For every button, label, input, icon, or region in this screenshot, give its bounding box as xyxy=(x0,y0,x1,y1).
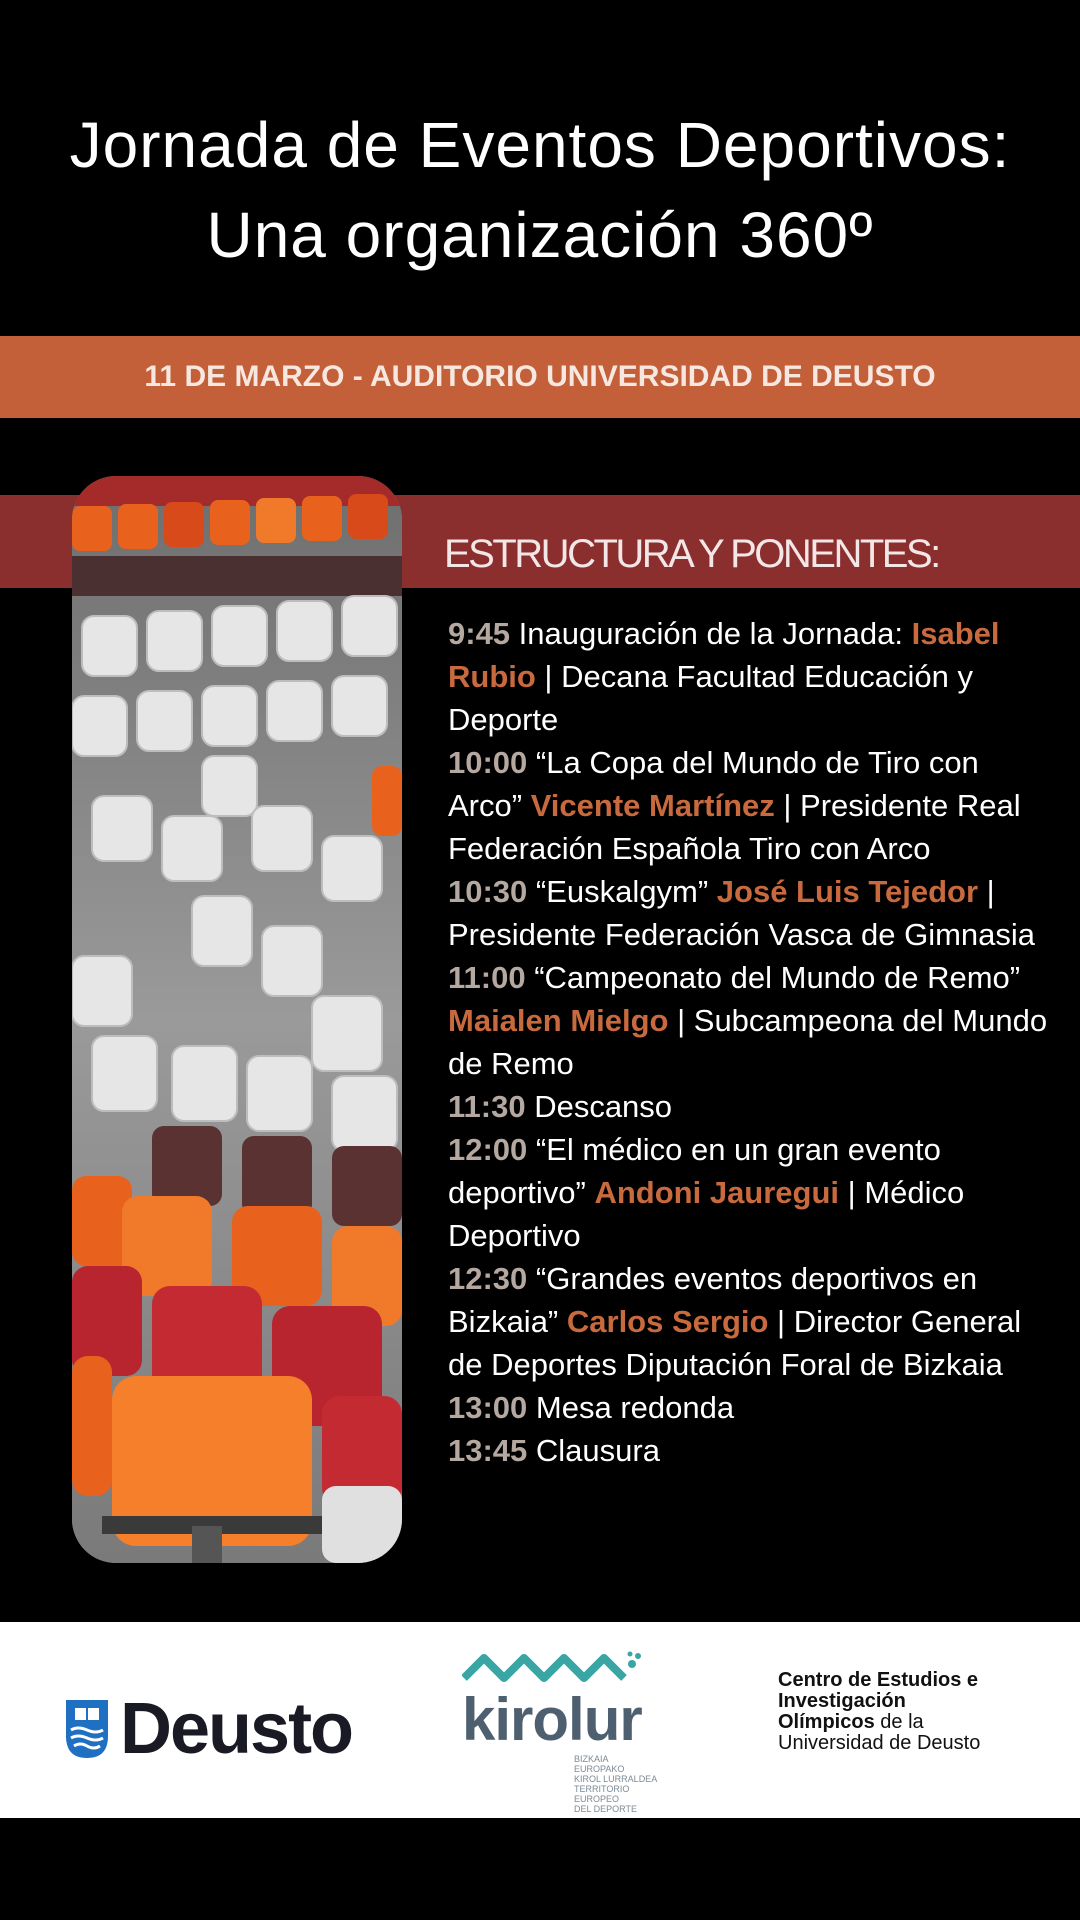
agenda-desc: “Campeonato del Mundo de Remo” xyxy=(525,960,1021,995)
agenda-item xyxy=(448,741,1048,870)
agenda-role: | Médico Deportivo xyxy=(448,1175,965,1253)
agenda-desc: “La Copa del Mundo de Tiro con Arco” xyxy=(448,745,979,823)
agenda-time: 10:00 xyxy=(448,745,528,780)
agenda-speaker: Carlos Sergio xyxy=(566,1304,769,1339)
deusto-wordmark: Deusto xyxy=(120,1689,353,1769)
date-location: 11 DE MARZO - AUDITORIO UNIVERSIDAD DE DEUSTO xyxy=(144,360,936,393)
agenda-speaker: Vicente Martínez xyxy=(530,788,775,823)
deusto-logo xyxy=(66,1688,352,1770)
event-title xyxy=(0,100,1080,280)
stadium-seats-photo xyxy=(72,476,402,1563)
kirolur-sub-line: BIZKAIA xyxy=(574,1754,609,1764)
agenda-desc: “El médico en un gran evento deportivo” xyxy=(448,1132,941,1210)
kirolur-wordmark: kirolur xyxy=(462,1686,642,1753)
ceio-name: Centro de Estudios e Investigación Olímpicos xyxy=(778,1669,979,1733)
agenda-item xyxy=(448,1257,1048,1386)
agenda-role: | Subcampeona del Mundo de Remo xyxy=(448,1003,1048,1081)
agenda-role: | Director General de Deportes Diputación Foral de Bizkaia xyxy=(448,1304,1022,1382)
date-band xyxy=(0,336,1080,418)
agenda-speaker: Andoni Jauregui xyxy=(594,1175,840,1210)
title-line-1: Jornada de Eventos Deportivos: xyxy=(69,109,1011,181)
agenda-role: | Decana Facultad Educación y Deporte xyxy=(448,659,973,737)
agenda-desc: Mesa redonda xyxy=(527,1390,735,1425)
agenda-item xyxy=(448,612,1048,741)
kirolur-sub-line: KIROL LURRALDEA xyxy=(574,1774,658,1784)
footer-logos xyxy=(0,1622,1080,1818)
agenda-desc: Descanso xyxy=(525,1089,673,1124)
kirolur-sub-line: TERRITORIO EUROPEO xyxy=(574,1784,630,1804)
agenda-role: | Presidente Real Federación Española Tiro con Arco xyxy=(448,788,1021,866)
agenda-time: 11:00 xyxy=(448,960,526,995)
section-title: ESTRUCTURA Y PONENTES: xyxy=(444,532,939,576)
ceio-affiliation: de la Universidad de Deusto xyxy=(778,1711,981,1754)
agenda-item xyxy=(448,870,1048,956)
agenda-time: 9:45 xyxy=(448,616,511,651)
agenda-time: 13:45 xyxy=(448,1433,528,1468)
agenda-item xyxy=(448,1386,1048,1429)
agenda-time: 13:00 xyxy=(448,1390,528,1425)
agenda-desc: Inauguración de la Jornada: xyxy=(510,616,912,651)
agenda-time: 12:00 xyxy=(448,1132,528,1167)
kirolur-sub-line: EUROPAKO xyxy=(574,1764,625,1774)
agenda-desc: “Grandes eventos deportivos en Bizkaia” xyxy=(448,1261,978,1339)
agenda-item xyxy=(448,1429,1048,1472)
agenda-time: 10:30 xyxy=(448,874,528,909)
agenda-desc: Clausura xyxy=(527,1433,660,1468)
title-line-2: Una organización 360º xyxy=(206,199,874,271)
agenda-role: | Presidente Federación Vasca de Gimnasia xyxy=(448,874,1036,952)
kirolur-logo xyxy=(462,1650,662,1814)
kirolur-wave-icon xyxy=(462,1650,642,1684)
agenda-item xyxy=(448,1085,1048,1128)
agenda-speaker: Isabel Rubio xyxy=(448,616,1000,694)
agenda-list xyxy=(448,612,1048,1472)
kirolur-subtitle xyxy=(574,1754,662,1814)
agenda-item xyxy=(448,956,1048,1085)
agenda-speaker: José Luis Tejedor xyxy=(716,874,979,909)
kirolur-sub-line: DEL DEPORTE xyxy=(574,1804,638,1814)
agenda-desc: “Euskalgym” xyxy=(527,874,717,909)
agenda-speaker: Maialen Mielgo xyxy=(448,1003,669,1038)
agenda-time: 11:30 xyxy=(448,1089,526,1124)
ceio-logo xyxy=(778,1670,988,1754)
agenda-time: 12:30 xyxy=(448,1261,528,1296)
agenda-item xyxy=(448,1128,1048,1257)
deusto-shield-icon xyxy=(66,1700,108,1758)
